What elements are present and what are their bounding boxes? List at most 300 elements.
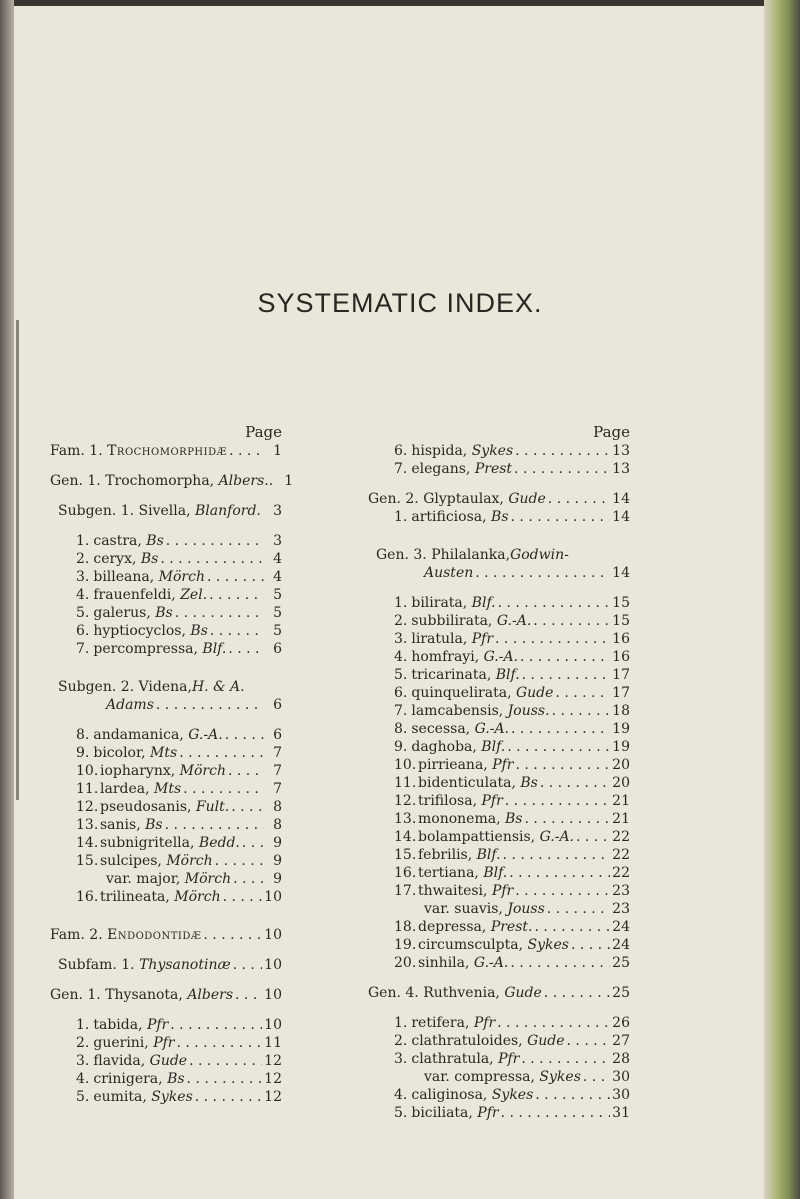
spacer bbox=[368, 478, 630, 490]
leader-dots bbox=[187, 1070, 263, 1088]
entry-label bbox=[93, 744, 177, 762]
entry-name: febrilis, bbox=[418, 847, 477, 863]
leader-dots bbox=[522, 666, 611, 684]
entry-label bbox=[411, 508, 508, 526]
entry-name: ceryx, bbox=[93, 551, 141, 567]
page-number: 10 bbox=[264, 987, 282, 1003]
entry-name: hispida, bbox=[411, 443, 472, 459]
species-entry bbox=[368, 720, 630, 738]
entry-label bbox=[368, 490, 546, 508]
entry-name: Fam. 2. bbox=[50, 927, 108, 943]
entry-name: flavida, bbox=[93, 1053, 150, 1069]
entry-number: 1. bbox=[394, 1015, 408, 1031]
entry-number: 1. bbox=[76, 533, 90, 549]
entry-number: 6. bbox=[394, 685, 408, 701]
entry-name: tricarinata, bbox=[411, 667, 496, 683]
entry-label bbox=[418, 882, 513, 900]
entry-number: 15. bbox=[76, 853, 99, 869]
entry-authority: H. & A. bbox=[191, 679, 245, 695]
entry-name: pseudosanis, bbox=[100, 799, 196, 815]
species-entry bbox=[368, 666, 630, 684]
entry-label bbox=[50, 472, 273, 490]
species-entry bbox=[50, 762, 282, 780]
entry-name: sulcipes, bbox=[100, 853, 167, 869]
entry-label bbox=[100, 834, 240, 852]
entry-name: caliginosa, bbox=[411, 1087, 492, 1103]
leader-dots bbox=[175, 604, 264, 622]
species-entry bbox=[368, 684, 630, 702]
entry-label bbox=[93, 532, 163, 550]
entry-label bbox=[100, 852, 213, 870]
entry-authority: Bs bbox=[145, 817, 163, 833]
entry-authority: Zel. bbox=[180, 587, 208, 603]
spacer bbox=[368, 526, 630, 546]
species-entry bbox=[50, 798, 282, 816]
page-number: 4 bbox=[273, 551, 282, 567]
index-column-left bbox=[50, 423, 294, 1106]
entry-number: 16. bbox=[394, 865, 417, 881]
entry-name: circumsculpta, bbox=[418, 937, 528, 953]
entry-number: 5. bbox=[394, 1105, 408, 1121]
leader-dots bbox=[223, 888, 263, 906]
entry-authority: G.-A. bbox=[496, 613, 532, 629]
entry-label bbox=[411, 1104, 498, 1122]
entry-number: 7. bbox=[394, 461, 408, 477]
entry-label bbox=[93, 1016, 168, 1034]
index-rows-left bbox=[50, 442, 294, 1106]
entry-authority: Blf. bbox=[481, 739, 506, 755]
spacer bbox=[50, 1004, 282, 1016]
entry-label bbox=[418, 828, 574, 846]
entry-name: var. suavis, bbox=[424, 901, 508, 917]
entry-label bbox=[424, 900, 545, 918]
entry-authority: Sykes bbox=[491, 1087, 534, 1103]
page-number: 31 bbox=[612, 1105, 630, 1121]
leader-dots bbox=[501, 1104, 611, 1122]
entry-number: 1. bbox=[394, 595, 408, 611]
entry-authority: Blanford. bbox=[195, 503, 261, 519]
leader-dots bbox=[475, 564, 610, 582]
leader-dots bbox=[511, 508, 611, 526]
entry-authority: G.-A. bbox=[483, 649, 519, 665]
leader-dots bbox=[576, 828, 610, 846]
leader-dots bbox=[552, 702, 611, 720]
entry-name: clathratula, bbox=[411, 1051, 499, 1067]
entry-label bbox=[411, 666, 519, 684]
entry-label bbox=[411, 612, 531, 630]
page-column-label: Page bbox=[593, 423, 630, 441]
species-entry bbox=[368, 648, 630, 666]
entry-name: trifilosa, bbox=[418, 793, 482, 809]
leader-dots bbox=[515, 882, 610, 900]
entry-name: liratula, bbox=[411, 631, 472, 647]
family-entry bbox=[50, 442, 282, 460]
genus-entry bbox=[50, 986, 282, 1004]
genus-entry bbox=[368, 490, 630, 508]
entry-label bbox=[411, 1050, 519, 1068]
species-entry bbox=[50, 852, 282, 870]
entry-name: homfrayi, bbox=[411, 649, 484, 665]
entry-number: 15. bbox=[394, 847, 417, 863]
entry-label bbox=[50, 986, 233, 1004]
species-entry bbox=[368, 936, 630, 954]
page-number: 18 bbox=[612, 703, 630, 719]
entry-number: 2. bbox=[76, 1035, 90, 1051]
entry-name: quinquelirata, bbox=[411, 685, 516, 701]
page-number: 21 bbox=[612, 793, 630, 809]
entry-label bbox=[418, 774, 538, 792]
entry-name: Gen. 1. Thysanota, bbox=[50, 987, 188, 1003]
page-number: 7 bbox=[273, 745, 282, 761]
leader-dots bbox=[497, 1014, 610, 1032]
index-column-right bbox=[368, 423, 630, 1122]
entry-label bbox=[93, 1052, 187, 1070]
entry-number: 12. bbox=[76, 799, 99, 815]
entry-name: Subgen. 1. Sivella, bbox=[58, 503, 196, 519]
page-number: 17 bbox=[612, 685, 630, 701]
species-entry bbox=[50, 726, 282, 744]
spacer bbox=[50, 714, 282, 726]
entry-name: bidenticulata, bbox=[418, 775, 521, 791]
entry-authority: Blf. bbox=[471, 595, 496, 611]
species-entry bbox=[368, 1032, 630, 1050]
entry-number: 5. bbox=[76, 1089, 90, 1105]
leader-dots bbox=[233, 956, 263, 974]
page-number: 22 bbox=[612, 829, 630, 845]
species-entry bbox=[368, 828, 630, 846]
entry-label bbox=[418, 810, 522, 828]
species-entry bbox=[50, 1070, 282, 1088]
entry-name: tertiana, bbox=[418, 865, 484, 881]
entry-label bbox=[100, 780, 181, 798]
entry-number: 9. bbox=[76, 745, 90, 761]
entry-authority-continued: Adams bbox=[106, 697, 154, 713]
species-entry bbox=[368, 442, 630, 460]
page-number: 4 bbox=[273, 569, 282, 585]
entry-name: subbilirata, bbox=[411, 613, 497, 629]
entry-label bbox=[93, 550, 158, 568]
page-number: 30 bbox=[612, 1087, 630, 1103]
entry-authority: Gude bbox=[508, 491, 546, 507]
page-number: 1 bbox=[273, 443, 282, 459]
entry-name: lardea, bbox=[100, 781, 155, 797]
page-number: 15 bbox=[612, 595, 630, 611]
leader-dots bbox=[228, 640, 264, 658]
leader-dots bbox=[195, 1088, 262, 1106]
species-entry bbox=[368, 864, 630, 882]
page-number: 5 bbox=[273, 587, 282, 603]
leader-dots bbox=[503, 846, 611, 864]
entry-name: artificiosa, bbox=[411, 509, 492, 525]
leader-dots bbox=[176, 1034, 262, 1052]
entry-authority: Mts bbox=[154, 781, 182, 797]
page-number: 20 bbox=[612, 757, 630, 773]
leader-dots bbox=[540, 774, 610, 792]
entry-number: 14. bbox=[394, 829, 417, 845]
entry-name: Gen. 4. Ruthvenia, bbox=[368, 985, 505, 1001]
leader-dots bbox=[156, 696, 264, 714]
entry-label bbox=[411, 594, 495, 612]
entry-authority: Gude bbox=[527, 1033, 565, 1049]
entry-authority: G.-A. bbox=[473, 955, 509, 971]
species-entry bbox=[368, 508, 630, 526]
entry-authority: Mörch bbox=[179, 763, 226, 779]
entry-authority: Mörch bbox=[184, 871, 232, 887]
entry-number: 2. bbox=[394, 613, 408, 629]
entry-name: trilineata, bbox=[100, 889, 175, 905]
entry-label bbox=[93, 1070, 184, 1088]
leader-dots bbox=[495, 630, 610, 648]
species-entry bbox=[50, 888, 282, 906]
entry-authority: Sykes bbox=[527, 937, 569, 953]
page-number: 19 bbox=[612, 739, 630, 755]
species-entry bbox=[368, 1104, 630, 1122]
species-entry bbox=[50, 568, 282, 586]
entry-label bbox=[58, 956, 231, 974]
entry-authority: Gude bbox=[504, 985, 542, 1001]
leader-dots bbox=[183, 780, 264, 798]
page-number: 3 bbox=[273, 503, 282, 519]
entry-number: 11. bbox=[394, 775, 417, 791]
species-entry bbox=[368, 460, 630, 478]
species-entry bbox=[368, 630, 630, 648]
entry-name: Gen. 3. Philalanka, bbox=[376, 547, 511, 563]
page-number: 9 bbox=[273, 835, 282, 851]
entry-number: 7. bbox=[394, 703, 408, 719]
species-entry bbox=[50, 532, 282, 550]
entry-number: 2. bbox=[76, 551, 90, 567]
entry-authority: Blf. bbox=[202, 641, 227, 657]
species-entry bbox=[368, 1086, 630, 1104]
species-entry bbox=[50, 622, 282, 640]
page-number: 7 bbox=[273, 763, 282, 779]
page-number: 10 bbox=[264, 889, 282, 905]
page-number: 3 bbox=[273, 533, 282, 549]
index-entry-continuation bbox=[50, 696, 282, 714]
subgroup-entry bbox=[50, 956, 282, 974]
page-number: 20 bbox=[612, 775, 630, 791]
page-number: 30 bbox=[612, 1069, 630, 1085]
entry-authority: Bs bbox=[520, 775, 538, 791]
entry-label bbox=[411, 630, 493, 648]
entry-name: iopharynx, bbox=[100, 763, 180, 779]
entry-number: 2. bbox=[394, 1033, 408, 1049]
entry-authority: Mörch bbox=[174, 889, 221, 905]
page-number: 10 bbox=[264, 957, 282, 973]
entry-authority: Sykes bbox=[151, 1089, 193, 1105]
entry-number: 1. bbox=[394, 509, 408, 525]
entry-number: 7. bbox=[76, 641, 90, 657]
entry-number: 20. bbox=[394, 955, 417, 971]
page-number: 10 bbox=[264, 927, 282, 943]
entry-number: 4. bbox=[394, 1087, 408, 1103]
entry-name: Gen. 2. Glyptaulax, bbox=[368, 491, 509, 507]
entry-name: bicolor, bbox=[93, 745, 151, 761]
entry-label bbox=[50, 442, 227, 460]
entry-authority: Mörch bbox=[158, 569, 205, 585]
entry-authority: Bs bbox=[140, 551, 159, 567]
entry-authority: G.-A. bbox=[474, 721, 510, 737]
entry-authority: Fult. bbox=[195, 799, 230, 815]
leader-dots bbox=[225, 726, 264, 744]
leader-dots bbox=[520, 648, 610, 666]
page-number: 9 bbox=[273, 871, 282, 887]
genus-entry bbox=[50, 472, 294, 490]
entry-name: percompressa, bbox=[93, 641, 203, 657]
page-number: 5 bbox=[273, 605, 282, 621]
page-number: 6 bbox=[273, 641, 282, 657]
spacer bbox=[368, 582, 630, 594]
entry-authority: Pfr bbox=[471, 631, 494, 647]
entry-authority: Prest. bbox=[490, 919, 533, 935]
leader-dots bbox=[166, 532, 264, 550]
entry-authority: Bs bbox=[146, 533, 164, 549]
entry-label bbox=[411, 738, 505, 756]
page-number: 12 bbox=[264, 1053, 282, 1069]
index-entry-continuation bbox=[368, 564, 630, 582]
page-number: 8 bbox=[273, 817, 282, 833]
entry-name: frauenfeldi, bbox=[93, 587, 181, 603]
species-entry bbox=[368, 810, 630, 828]
leader-dots bbox=[235, 986, 262, 1004]
entry-label bbox=[411, 442, 513, 460]
entry-label bbox=[411, 720, 509, 738]
entry-number: 4. bbox=[394, 649, 408, 665]
entry-label bbox=[100, 798, 229, 816]
page-number: 6 bbox=[273, 697, 282, 713]
entry-name: Fam. 1. bbox=[50, 443, 108, 459]
species-entry bbox=[368, 918, 630, 936]
entry-name: tabida, bbox=[93, 1017, 147, 1033]
family-entry bbox=[50, 926, 282, 944]
entry-number: 8. bbox=[76, 727, 90, 743]
entry-number: 13. bbox=[394, 811, 417, 827]
page-number: 24 bbox=[612, 937, 630, 953]
entry-number: 9. bbox=[394, 739, 408, 755]
spacer bbox=[50, 490, 282, 502]
entry-label bbox=[411, 1086, 533, 1104]
page-number: 14 bbox=[612, 509, 630, 525]
page-number: 12 bbox=[264, 1071, 282, 1087]
entry-name: bilirata, bbox=[411, 595, 472, 611]
entry-authority: Pfr bbox=[491, 883, 514, 899]
leader-dots bbox=[170, 1016, 262, 1034]
entry-number: 12. bbox=[394, 793, 417, 809]
entry-label bbox=[411, 684, 553, 702]
entry-name: crinigera, bbox=[93, 1071, 168, 1087]
page-number: 16 bbox=[612, 649, 630, 665]
entry-number: 13. bbox=[76, 817, 99, 833]
entry-authority: Sykes bbox=[539, 1069, 581, 1085]
entry-number: 6. bbox=[394, 443, 408, 459]
leader-dots bbox=[514, 460, 610, 478]
entry-label bbox=[93, 1088, 192, 1106]
species-entry bbox=[50, 744, 282, 762]
spacer bbox=[368, 972, 630, 984]
entry-label bbox=[418, 756, 514, 774]
page-number: 1 bbox=[284, 473, 294, 489]
species-entry bbox=[368, 846, 630, 864]
entry-authority: Pfr bbox=[477, 1105, 499, 1121]
entry-name: retifera, bbox=[411, 1015, 474, 1031]
page-number: 13 bbox=[612, 443, 630, 459]
entry-name: subnigritella, bbox=[100, 835, 199, 851]
page-number: 23 bbox=[612, 883, 630, 899]
entry-name: hyptiocyclos, bbox=[93, 623, 191, 639]
page-number: 25 bbox=[612, 955, 630, 971]
species-entry bbox=[368, 1050, 630, 1068]
entry-number: 5. bbox=[76, 605, 90, 621]
entry-number: 3. bbox=[76, 1053, 90, 1069]
entry-number: 1. bbox=[76, 1017, 90, 1033]
leader-dots bbox=[228, 762, 264, 780]
leader-dots bbox=[509, 864, 610, 882]
species-entry bbox=[368, 756, 630, 774]
entry-name: clathratuloides, bbox=[411, 1033, 528, 1049]
page-number: 17 bbox=[612, 667, 630, 683]
species-entry bbox=[368, 1068, 630, 1086]
entry-authority: Bs bbox=[155, 605, 173, 621]
leader-dots bbox=[547, 900, 610, 918]
leader-dots bbox=[516, 756, 611, 774]
entry-label bbox=[50, 926, 201, 944]
entry-authority: Jouss bbox=[507, 901, 545, 917]
leader-dots bbox=[165, 816, 264, 834]
page-number: 25 bbox=[612, 985, 630, 1001]
leader-dots bbox=[242, 834, 264, 852]
page-edge bbox=[764, 0, 800, 1199]
entry-authority: Gude bbox=[515, 685, 554, 701]
entry-name: sanis, bbox=[100, 817, 146, 833]
entry-name: sinhila, bbox=[418, 955, 474, 971]
species-entry bbox=[50, 1034, 282, 1052]
page-number: 9 bbox=[273, 853, 282, 869]
leader-dots bbox=[524, 810, 610, 828]
species-entry bbox=[50, 604, 282, 622]
leader-dots bbox=[179, 744, 264, 762]
entry-authority: Bedd. bbox=[198, 835, 240, 851]
page-number: 28 bbox=[612, 1051, 630, 1067]
entry-number: 19. bbox=[394, 937, 417, 953]
spacer bbox=[50, 906, 282, 926]
entry-number: 5. bbox=[394, 667, 408, 683]
entry-label bbox=[418, 954, 508, 972]
page-number: 27 bbox=[612, 1033, 630, 1049]
species-entry bbox=[50, 1016, 282, 1034]
entry-authority: Sykes bbox=[471, 443, 514, 459]
entry-authority: Pfr bbox=[481, 793, 503, 809]
leader-dots bbox=[510, 954, 610, 972]
leader-dots bbox=[233, 870, 264, 888]
entry-name: thwaitesi, bbox=[418, 883, 492, 899]
entry-number: 17. bbox=[394, 883, 417, 899]
leader-dots bbox=[207, 568, 264, 586]
entry-label bbox=[100, 762, 226, 780]
entry-name: guerini, bbox=[93, 1035, 154, 1051]
entry-number: 3. bbox=[76, 569, 90, 585]
entry-authority: Gude bbox=[149, 1053, 188, 1069]
entry-name: andamanica, bbox=[93, 727, 189, 743]
entry-label bbox=[418, 864, 507, 882]
entry-name: Gen. 1. Trochomorpha, bbox=[50, 473, 219, 489]
page-number: 8 bbox=[273, 799, 282, 815]
entry-label bbox=[93, 604, 172, 622]
page-title: SYSTEMATIC INDEX. bbox=[257, 288, 543, 318]
leader-dots bbox=[229, 442, 264, 460]
species-entry bbox=[368, 900, 630, 918]
species-entry bbox=[50, 870, 282, 888]
genus-entry bbox=[368, 984, 630, 1002]
